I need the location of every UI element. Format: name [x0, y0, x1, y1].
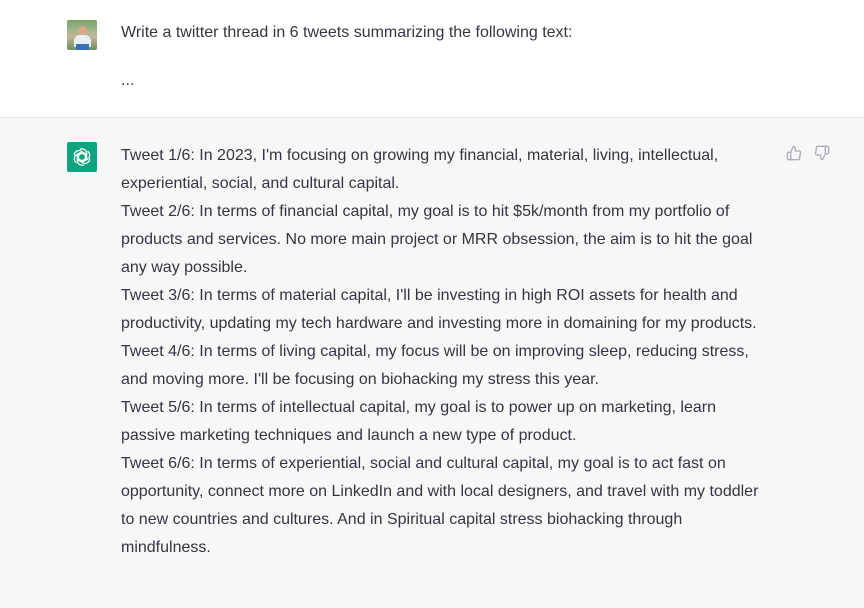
thumbs-up-icon[interactable]: [786, 145, 802, 161]
tweet-6: Tweet 6/6: In terms of experiential, social and cultural capital, my goal is to act fast on opportunity, connect more on LinkedIn and with local designers, and travel with my toddler to new countries and cultures. And in Spiritual capital stress biohacking through mindfulness.: [121, 455, 759, 556]
tweet-1: Tweet 1/6: In 2023, I'm focusing on growing my financial, material, living, intellectual, experiential, social, and cultural capital.: [121, 147, 719, 192]
tweet-4: Tweet 4/6: In terms of living capital, my focus will be on improving sleep, reducing stress, and moving more. I'll be focusing on biohacking my stress this year.: [121, 343, 749, 388]
thumbs-down-icon[interactable]: [814, 145, 830, 161]
assistant-message-text: [121, 142, 771, 562]
user-message-ellipsis: ...: [121, 72, 135, 89]
avatar-shorts: [76, 44, 89, 50]
feedback-buttons: [786, 145, 830, 161]
assistant-message-row: [0, 118, 864, 608]
tweet-5: Tweet 5/6: In terms of intellectual capital, my goal is to power up on marketing, learn passive marketing techniques and launch a new type of product.: [121, 399, 716, 444]
avatar-head: [78, 26, 87, 35]
user-message-row: [0, 0, 864, 118]
user-avatar: [67, 20, 97, 50]
user-message-text: [121, 21, 821, 93]
tweet-3: Tweet 3/6: In terms of material capital, I'll be investing in high ROI assets for health and productivity, updating my tech hardware and investing more in domaining for my products.: [121, 287, 757, 332]
tweet-2: Tweet 2/6: In terms of financial capital, my goal is to hit $5k/month from my portfolio of products and services. No more main project or MRR obsession, the aim is to hit the goal any way possible.: [121, 203, 753, 276]
user-message-line: Write a twitter thread in 6 tweets summarizing the following text:: [121, 24, 573, 41]
openai-logo-icon: [67, 142, 97, 172]
